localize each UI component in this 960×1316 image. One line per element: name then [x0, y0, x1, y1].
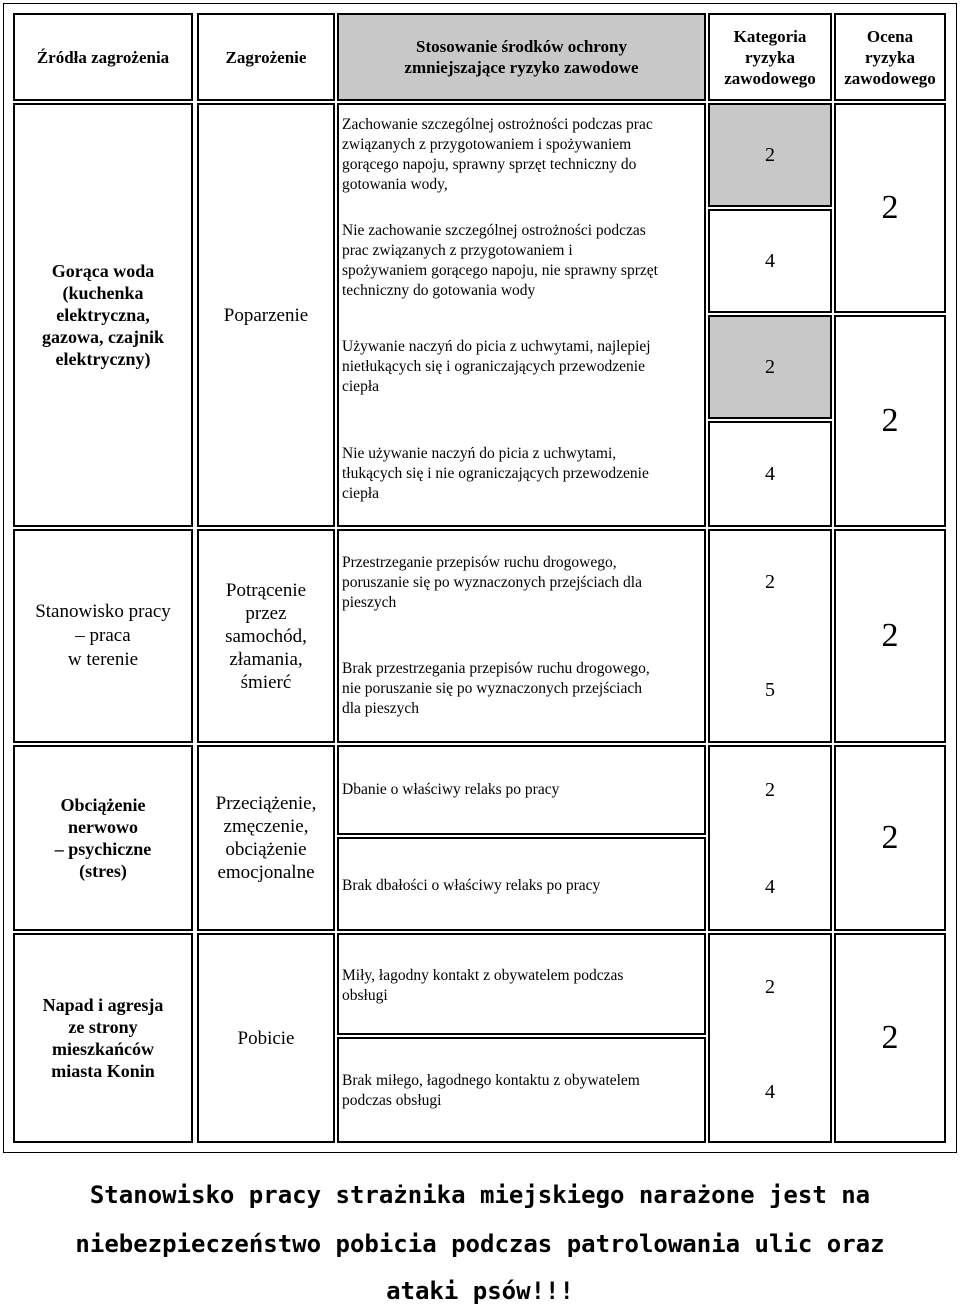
hazard-cell-overload [197, 745, 335, 931]
measure-line: Brak miłego, łagodnego kontaktu z obywatelem [342, 1072, 640, 1089]
hazard-line: Przeciążenie, [215, 793, 317, 814]
hazard-line: złamania, [229, 648, 303, 670]
measure-line: Używanie naczyń do picia z uchwytami, najlepiej [342, 338, 651, 355]
rating-value: 2 [881, 402, 899, 439]
measure-text [342, 115, 702, 195]
source-line: w terenie [67, 649, 139, 670]
source-cell-hot-water [13, 103, 193, 527]
measure-text [342, 876, 702, 896]
measure-line: pieszych [342, 594, 397, 611]
header-hazard [197, 13, 335, 101]
measure-line: poruszanie się po wyznaczonych przejściach dla [342, 574, 642, 591]
measure-line: tłukących się i nie ograniczających przewodzenie [342, 465, 649, 482]
source-line: – praca [75, 625, 131, 646]
header-sources [13, 13, 193, 101]
category-value: 2 [765, 355, 775, 378]
source-cell-assault [13, 933, 193, 1143]
measure-line: spożywaniem gorącego napoju, nie sprawny sprzęt [342, 262, 658, 279]
rating-value: 2 [881, 189, 899, 226]
rating-cell [834, 529, 946, 743]
source-line: Napad i agresja [42, 995, 164, 1015]
measure-text [342, 780, 702, 800]
source-line: mieszkańców [52, 1039, 154, 1059]
measure-line: Nie używanie naczyń do picia z uchwytami, [342, 445, 617, 462]
hazard-line: śmierć [240, 671, 292, 693]
category-value: 4 [765, 876, 775, 898]
rating-cell [834, 315, 946, 527]
source-cell-stress [13, 745, 193, 931]
category-cell [708, 103, 832, 207]
hazard-line: emocjonalne [217, 862, 315, 883]
measure-line: Dbanie o właściwy relaks po pracy [342, 781, 560, 798]
source-line: (kuchenka [62, 283, 144, 303]
hazard-line: przez [245, 602, 287, 624]
category-cell [708, 933, 832, 1143]
measure-line: dla pieszych [342, 700, 420, 717]
hazard-cell-hit-by-car [197, 529, 335, 743]
hazard-cell-burn [197, 103, 335, 527]
measure-line: Przestrzeganie przepisów ruchu drogowego, [342, 554, 617, 571]
header-category [708, 13, 832, 101]
hazard-line: Poparzenie [223, 304, 309, 326]
source-line: Gorąca woda [51, 261, 155, 281]
measure-text [342, 444, 702, 504]
rating-cell [834, 933, 946, 1143]
measure-line: gotowania wody, [342, 176, 448, 193]
header-hazard-label: Zagrożenie [225, 47, 307, 67]
measure-line: nie poruszanie się po wyznaczonych przejściach [342, 680, 642, 697]
measure-line: techniczny do gotowania wody [342, 282, 536, 299]
hazard-line: samochód, [225, 625, 307, 647]
measure-line: nietłukących się i ograniczających przewodzenie [342, 358, 645, 375]
category-value: 5 [765, 679, 775, 701]
header-measures-line: zmniejszające ryzyko zawodowe [404, 58, 639, 77]
measure-line: Brak dbałości o właściwy relaks po pracy [342, 877, 601, 894]
source-line: Stanowisko pracy [35, 601, 171, 622]
measure-line: prac związanych z przygotowaniem i [342, 242, 573, 259]
measure-text [342, 221, 702, 301]
category-cell [708, 529, 832, 743]
category-cell [708, 421, 832, 527]
header-category-line: Kategoria [733, 26, 807, 46]
category-cell [708, 315, 832, 419]
measure-text [342, 966, 702, 1006]
source-line: miasta Konin [51, 1061, 155, 1081]
header-sources-label: Źródła zagrożenia [36, 47, 170, 67]
header-rating-line: ryzyka [864, 47, 916, 67]
rating-cell [834, 103, 946, 313]
source-line: elektryczna, [56, 305, 150, 325]
source-line: – psychiczne [54, 839, 152, 859]
measure-text [342, 337, 702, 397]
measure-line: ciepła [342, 485, 380, 502]
header-measures-line: Stosowanie środków ochrony [416, 37, 627, 56]
header-measures [337, 13, 706, 101]
hazard-line: Potrącenie [225, 579, 307, 601]
hazard-line: Pobicie [237, 1027, 295, 1049]
category-value: 2 [765, 571, 775, 593]
measure-text [342, 553, 702, 613]
measure-line: podczas obsługi [342, 1092, 442, 1109]
measure-line: Miły, łagodny kontakt z obywatelem podczas [342, 967, 624, 984]
category-value: 4 [765, 462, 775, 485]
header-rating-line: zawodowego [844, 68, 936, 88]
rating-value: 2 [881, 1019, 899, 1056]
source-line: nerwowo [68, 817, 138, 837]
measure-text [342, 1071, 702, 1111]
measure-line: ciepła [342, 378, 380, 395]
source-line: Obciążenie [60, 795, 146, 815]
category-value: 2 [765, 779, 775, 801]
source-line: (stres) [79, 861, 127, 881]
rating-value: 2 [881, 819, 899, 856]
footer-line: ataki psów!!! [386, 1277, 574, 1305]
header-rating-line: Ocena [866, 26, 914, 46]
measure-line: gorącego napoju, sprawny sprzęt techniczny do [342, 156, 637, 173]
header-rating [834, 13, 946, 101]
source-line: elektryczny) [55, 349, 151, 369]
measure-line: Nie zachowanie szczególnej ostrożności podczas [342, 222, 646, 239]
category-value: 4 [765, 249, 775, 272]
hazard-cell-beating [197, 933, 335, 1143]
category-cell [708, 209, 832, 313]
header-category-line: zawodowego [724, 68, 816, 88]
footer-line: niebezpieczeństwo pobicia podczas patrolowania ulic oraz [75, 1230, 885, 1258]
measure-text [342, 659, 702, 719]
source-cell-field-work [13, 529, 193, 743]
measure-line: Brak przestrzegania przepisów ruchu drogowego, [342, 660, 650, 677]
source-line: gazowa, czajnik [42, 327, 164, 347]
measure-line: Zachowanie szczególnej ostrożności podczas prac [342, 116, 653, 133]
hazard-line: zmęczenie, [223, 816, 309, 837]
header-category-line: ryzyka [744, 47, 796, 67]
measure-line: obsługi [342, 987, 388, 1004]
category-value: 4 [765, 1081, 775, 1103]
measure-line: związanych z przygotowaniem i spożywaniem [342, 136, 632, 153]
hazard-line: obciążenie [225, 839, 307, 860]
category-value: 2 [765, 143, 775, 166]
rating-value: 2 [881, 617, 899, 654]
category-cell [708, 745, 832, 931]
source-line: ze strony [68, 1017, 138, 1037]
category-value: 2 [765, 976, 775, 998]
rating-cell [834, 745, 946, 931]
footer-line: Stanowisko pracy strażnika miejskiego narażone jest na [89, 1181, 871, 1209]
